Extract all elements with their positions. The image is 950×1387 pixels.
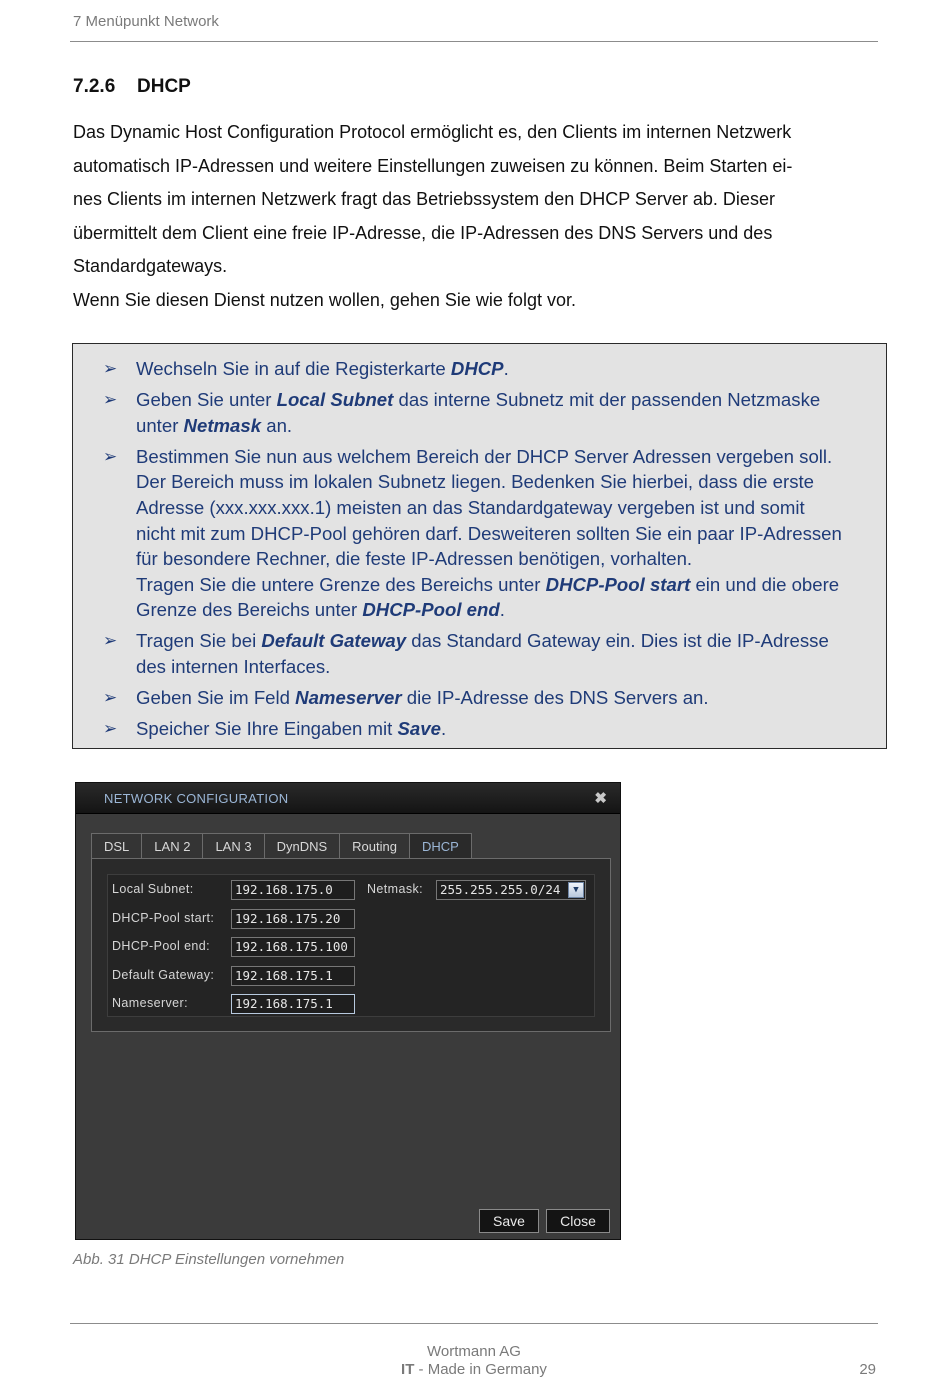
step-item [73, 387, 876, 438]
page-number: 29 [859, 1361, 876, 1378]
pool-end-label: DHCP-Pool end: [112, 939, 211, 953]
save-button[interactable]: Save [479, 1209, 539, 1233]
nameserver-label: Nameserver: [112, 996, 188, 1010]
local-subnet-input[interactable]: 192.168.175.0 [231, 880, 355, 900]
tab-dsl[interactable]: DSL [91, 833, 141, 859]
step-text: Tragen Sie die untere Grenze des Bereichs unter [136, 573, 546, 595]
step-keyword: Save [397, 718, 441, 740]
step-text: ein und die obere [690, 573, 840, 595]
step-text: das Standard Gateway ein. Dies ist die IP-Adresse [406, 630, 829, 652]
step-text: des internen Interfaces. [136, 656, 331, 678]
tab-dyndns[interactable]: DynDNS [264, 833, 340, 859]
instruction-box [72, 343, 887, 749]
step-item [73, 685, 876, 711]
chevron-down-icon[interactable]: ▼ [568, 882, 584, 898]
default-gateway-input[interactable]: 192.168.175.1 [231, 966, 355, 986]
intro-line: übermittelt dem Client eine freie IP-Adresse, die IP-Adressen des DNS Servers und des [73, 222, 773, 243]
step-keyword: Netmask [183, 414, 262, 436]
footer-company: Wortmann AG [427, 1343, 521, 1360]
step-item [73, 628, 876, 679]
local-subnet-label: Local Subnet: [112, 882, 194, 896]
step-text: für besondere Rechner, die feste IP-Adressen benötigen, vorhalten. [136, 548, 693, 570]
step-text: das interne Subnetz mit der passenden Netzmaske [393, 389, 821, 411]
step-text: Wechseln Sie in auf die Registerkarte [136, 358, 451, 379]
pool-start-label: DHCP-Pool start: [112, 911, 215, 925]
footer-rule [70, 1323, 878, 1324]
step-keyword: DHCP-Pool start [545, 573, 691, 595]
pool-end-input[interactable]: 192.168.175.100 [231, 937, 355, 957]
dhcp-form [107, 874, 595, 1017]
footer-tagline-rest: - Made in Germany [414, 1361, 547, 1378]
step-item [73, 444, 876, 623]
arrow-bullet-icon: ➢ [103, 359, 118, 378]
arrow-bullet-icon: ➢ [103, 719, 118, 739]
step-text: . [440, 718, 447, 740]
network-configuration-dialog [75, 782, 621, 1240]
close-icon[interactable]: ✖ [594, 790, 607, 807]
step-keyword: Local Subnet [276, 389, 394, 411]
tab-lan2[interactable]: LAN 2 [141, 833, 202, 859]
intro-line: Standardgateways. [73, 256, 228, 277]
step-item [73, 356, 876, 382]
close-button[interactable]: Close [546, 1209, 610, 1233]
intro-paragraph [73, 116, 873, 318]
step-list [73, 344, 886, 742]
step-text: an. [261, 414, 293, 436]
arrow-bullet-icon: ➢ [103, 390, 118, 410]
step-text: Geben Sie unter [136, 389, 277, 411]
tab-lan3[interactable]: LAN 3 [202, 833, 263, 859]
step-text: . [503, 358, 509, 379]
nameserver-input[interactable]: 192.168.175.1 [231, 994, 355, 1014]
step-text: Grenze des Bereichs unter [136, 599, 363, 621]
intro-line: automatisch IP-Adressen und weitere Einstellungen zuweisen zu können. Beim Starten ei- [73, 155, 793, 176]
arrow-bullet-icon: ➢ [103, 631, 118, 651]
pool-start-input[interactable]: 192.168.175.20 [231, 909, 355, 929]
arrow-bullet-icon: ➢ [103, 688, 118, 708]
step-keyword: DHCP [450, 358, 504, 379]
step-text: Bestimmen Sie nun aus welchem Bereich der DHCP Server Adressen vergeben soll. [136, 445, 833, 467]
netmask-label: Netmask: [367, 882, 423, 896]
default-gateway-label: Default Gateway: [112, 968, 215, 982]
intro-line: Wenn Sie diesen Dienst nutzen wollen, gehen Sie wie folgt vor. [73, 289, 576, 310]
step-keyword: DHCP-Pool end [362, 599, 500, 621]
step-text: Tragen Sie bei [136, 630, 262, 652]
tab-bar [91, 833, 472, 859]
section-heading: DHCP [137, 76, 191, 97]
step-text: Geben Sie im Feld [136, 687, 296, 709]
step-text: Der Bereich muss im lokalen Subnetz liegen. Bedenken Sie hierbei, dass die erste [136, 471, 815, 493]
running-head: 7 Menüpunkt Network [73, 13, 219, 30]
step-text: unter [136, 414, 184, 436]
footer-tagline [0, 1361, 948, 1379]
netmask-select[interactable] [436, 880, 586, 900]
figure-caption: Abb. 31 DHCP Einstellungen vornehmen [73, 1251, 345, 1268]
step-text: nicht mit zum DHCP-Pool gehören darf. Desweiteren sollten Sie ein paar IP-Adressen [136, 522, 842, 544]
dhcp-panel [91, 858, 611, 1032]
arrow-bullet-icon: ➢ [103, 446, 118, 466]
header-rule [70, 41, 878, 42]
intro-line: nes Clients im internen Netzwerk fragt das Betriebssystem den DHCP Server ab. Dieser [73, 189, 775, 210]
intro-line: Das Dynamic Host Configuration Protocol ermöglicht es, den Clients im internen Netzwerk [73, 122, 792, 142]
step-item [73, 716, 876, 742]
tab-dhcp[interactable]: DHCP [409, 833, 472, 859]
section-number: 7.2.6 [73, 76, 116, 97]
dialog-titlebar [76, 783, 620, 814]
step-text: Adresse (xxx.xxx.xxx.1) meisten an das Standardgateway vergeben ist und somit [136, 496, 805, 518]
step-keyword: Default Gateway [261, 630, 407, 652]
footer-tagline-bold: IT [401, 1361, 415, 1378]
step-text: Speicher Sie Ihre Eingaben mit [136, 718, 398, 740]
step-keyword: Nameserver [295, 687, 402, 709]
step-text: die IP-Adresse des DNS Servers an. [401, 687, 709, 709]
step-text: . [499, 599, 505, 621]
tab-routing[interactable]: Routing [339, 833, 409, 859]
dialog-title: NETWORK CONFIGURATION [104, 791, 289, 806]
section-title [73, 76, 191, 98]
netmask-value: 255.255.255.0/24 [440, 882, 561, 897]
